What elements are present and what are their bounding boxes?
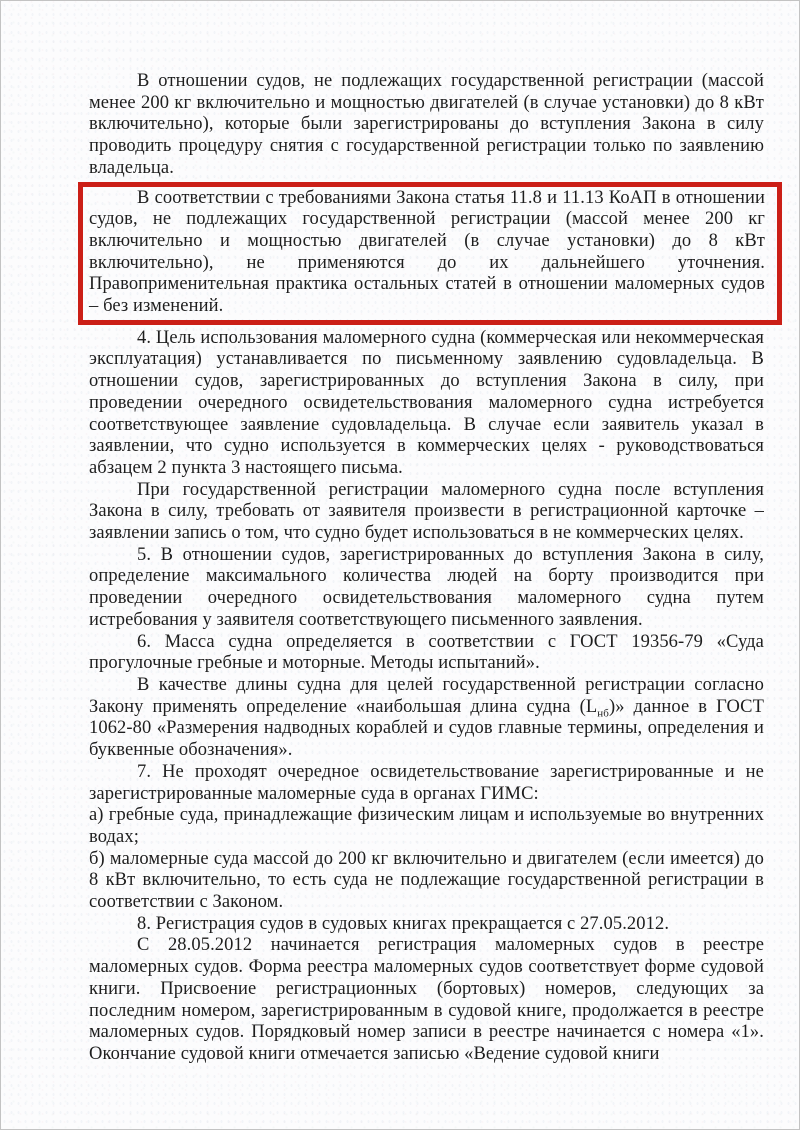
para-5-max-people-on-board: 5. В отношении судов, зарегистрированных до вступления Закона в силу, определение максимального количества людей на борту производится при проведении очередного освидетельствования маломерного судна путем истребования у заявителя соответствующего письменного заявления. bbox=[89, 544, 764, 630]
para-6-vessel-mass-gost: 6. Масса судна определяется в соответствии с ГОСТ 19356-79 «Суда прогулочные гребные и моторные. Методы испытаний». bbox=[89, 631, 764, 674]
document-text-block bbox=[89, 71, 764, 1066]
para-4-usage-purpose: 4. Цель использования маломерного судна (коммерческая или некоммерческая эксплуатация) устанавливается по письменному заявлению судовладельца. В отношении судов, зарегистрированных до вступления Закона в силу, при проведении очередного освидетельствования маломерного судна истребуется соответствующее заявление судовладельца. В случае если заявитель указал в заявлении, что судно используется в коммерческих целях - руководствоваться абзацем 2 пункта 3 настоящего письма. bbox=[89, 327, 764, 478]
para-7a-rowing-boats: а) гребные суда, принадлежащие физическим лицам и используемые во внутренних водах; bbox=[89, 805, 764, 847]
para-registry-start: С 28.05.2012 начинается регистрация маломерных судов в реестре маломерных судов. Форма реестра маломерных судов соответствует форме судовой книги. Присвоение регистрационных (бортовых) номеров, следующих за последним номером, зарегистрированным в судовой книге, продолжается в реестре маломерных судов. Порядковый номер записи в реестре начинается с номера «1». Окончание судовой книги отмечается записью «Ведение судовой книги bbox=[89, 935, 764, 1064]
text-segment: В качестве длины судна для целей государственной регистрации согласно Закону применять определение «наибольшая длина судна (L bbox=[89, 674, 764, 717]
para-7b-small-vessels: б) маломерные суда массой до 200 кг включительно и двигателем (если имеется) до 8 кВт включительно, то есть суда не подлежащие государственной регистрации в соответствии с Законом. bbox=[89, 848, 764, 913]
para-registration-card-note: При государственной регистрации маломерного судна после вступления Закона в силу, требовать от заявителя произвести в регистрационной карточке – заявлении запись о том, что судно будет использоваться в не коммерческих целях. bbox=[89, 479, 764, 544]
para-7-no-survey: 7. Не проходят очередное освидетельствование зарегистрированные и не зарегистрированные маломерные суда в органах ГИМС: bbox=[89, 761, 764, 804]
para-8-ship-books-end-date: 8. Регистрация судов в судовых книгах прекращается с 27.05.2012. bbox=[137, 913, 670, 934]
subscript-text: нб bbox=[597, 707, 609, 720]
highlighted-para-koap-articles: В соответствии с требованиями Закона статья 11.8 и 11.13 КоАП в отношении судов, не подлежащих государственной регистрации (массой менее 200 кг включительно и мощностью двигателей (в случае установки) до 8 кВт включительно), не применяются до их дальнейшего уточнения. Правоприменительная практика остальных статей в отношении маломерных судов – без изменений. bbox=[78, 182, 782, 325]
para-vessel-length-definition bbox=[89, 675, 764, 762]
text-segment: )» данное в ГОСТ 1062-80 «Размерения надводных кораблей и судов главные термины, определения и буквенные обозначения». bbox=[89, 696, 764, 761]
para-exempt-vessels-deregistration: В отношении судов, не подлежащих государственной регистрации (массой менее 200 кг включительно и мощностью двигателей (в случае установки) до 8 кВт включительно), которые были зарегистрированы до вступления Закона в силу проводить процедуру снятия с государственной регистрации только по заявлению владельца. bbox=[89, 71, 764, 178]
